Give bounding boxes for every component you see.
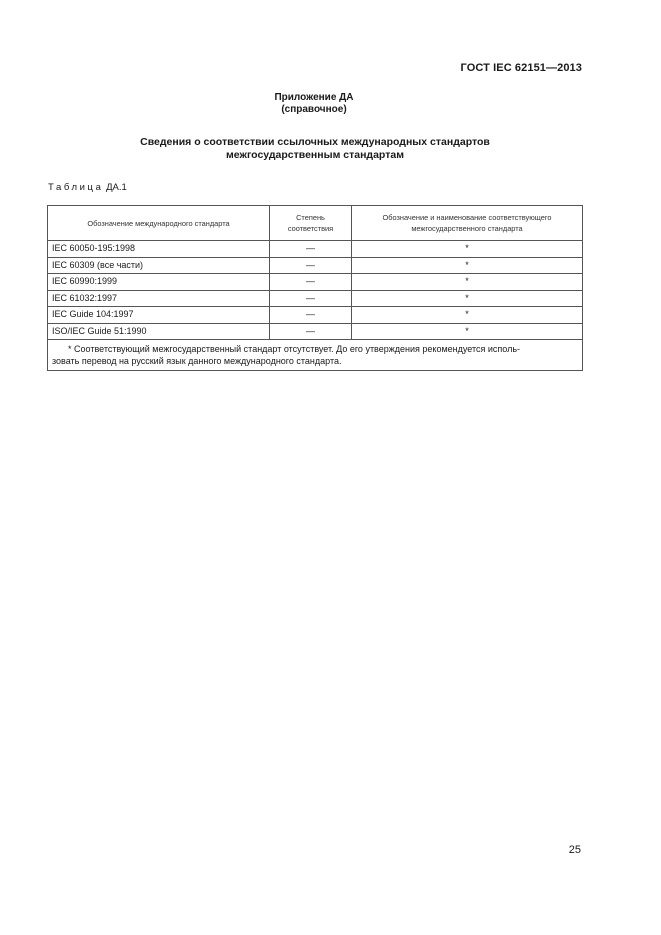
table-footnote-row <box>48 340 583 371</box>
cell-degree: — <box>270 290 352 307</box>
table-row <box>48 257 583 274</box>
cell-interstate-standard: * <box>352 307 583 324</box>
table-row <box>48 307 583 324</box>
column-header-international: Обозначение международного стандарта <box>48 206 270 241</box>
appendix-subtitle: (справочное) <box>281 104 347 115</box>
cell-international-standard: IEC 60050-195:1998 <box>48 241 270 258</box>
table-caption <box>48 182 127 193</box>
table-header-row <box>48 206 583 241</box>
cell-degree: — <box>270 307 352 324</box>
cell-international-standard: ISO/IEC Guide 51:1990 <box>48 323 270 340</box>
table-footnote <box>48 340 583 371</box>
cell-degree: — <box>270 241 352 258</box>
table-row <box>48 274 583 291</box>
appendix-title: Приложение ДА <box>274 92 354 103</box>
table-row <box>48 241 583 258</box>
table-caption-prefix: Таблица <box>48 182 104 193</box>
footnote-line1: * Соответствующий межгосударственный стандарт отсутствует. До его утверждения рекомендуется исполь- <box>68 344 521 354</box>
footnote-line2: зовать перевод на русский язык данного международного стандарта. <box>52 356 342 366</box>
column-header-interstate: Обозначение и наименование соответствующего межгосударственного стандарта <box>352 206 583 241</box>
cell-interstate-standard: * <box>352 274 583 291</box>
standards-table <box>47 205 583 371</box>
cell-international-standard: IEC 61032:1997 <box>48 290 270 307</box>
document-code: ГОСТ IEC 62151—2013 <box>460 62 582 74</box>
table-caption-id: ДА.1 <box>106 182 127 193</box>
column-header-degree: Степень соответствия <box>270 206 352 241</box>
cell-international-standard: IEC 60990:1999 <box>48 274 270 291</box>
appendix-heading <box>0 92 628 116</box>
cell-international-standard: IEC 60309 (все части) <box>48 257 270 274</box>
cell-interstate-standard: * <box>352 323 583 340</box>
section-heading <box>0 136 630 162</box>
cell-international-standard: IEC Guide 104:1997 <box>48 307 270 324</box>
cell-interstate-standard: * <box>352 257 583 274</box>
cell-degree: — <box>270 257 352 274</box>
cell-degree: — <box>270 274 352 291</box>
section-title-line1: Сведения о соответствии ссылочных международных стандартов <box>140 136 490 148</box>
cell-degree: — <box>270 323 352 340</box>
page-number: 25 <box>568 844 581 856</box>
section-title-line2: межгосударственным стандартам <box>226 149 404 161</box>
cell-interstate-standard: * <box>352 290 583 307</box>
table-row <box>48 323 583 340</box>
table-row <box>48 290 583 307</box>
cell-interstate-standard: * <box>352 241 583 258</box>
